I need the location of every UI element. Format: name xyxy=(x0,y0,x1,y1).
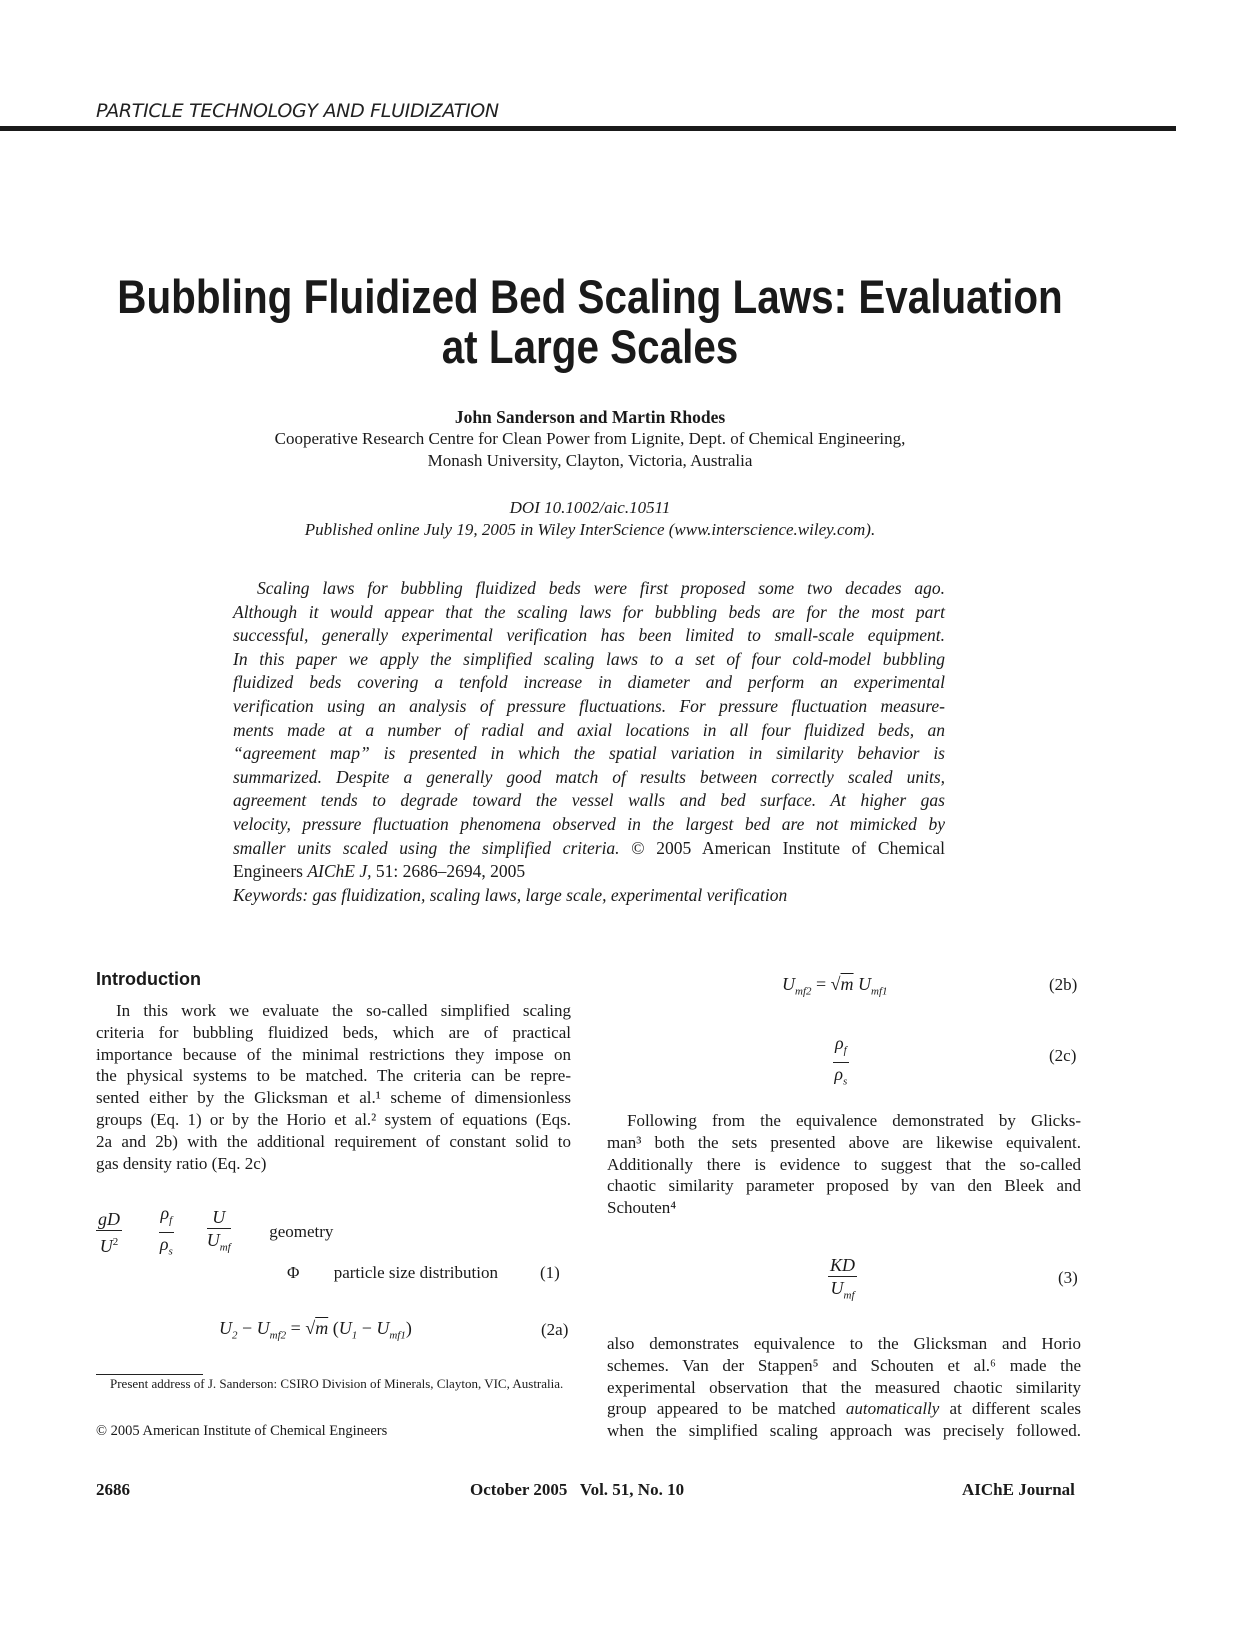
equation-2b: $U_{mf2} = √m$ $U_{mf1}$ xyxy=(782,974,888,998)
affiliation-line: Cooperative Research Centre for Clean Power from Lignite, Dept. of Chemical Engineering, xyxy=(274,429,906,448)
text-line: ments made at a number of radial and axial locations in all four fluidized beds, an xyxy=(233,719,945,740)
text-line: gas density ratio (Eq. 2c) xyxy=(96,1153,267,1173)
intro-paragraph-2 xyxy=(607,1110,1081,1219)
text-line: In this work we evaluate the so-called simplified scaling xyxy=(116,1001,571,1020)
abstract-last-text: smaller units scaled using the simplified criteria. xyxy=(233,837,620,858)
geometry-label: geometry xyxy=(269,1222,334,1242)
text-segment: group appeared to be matched xyxy=(607,1399,846,1419)
text-segment: automatically xyxy=(845,1399,940,1419)
equation-2a: $U_2 - U_{mf2} = √m$ $(U_1 - U_{mf1})$ xyxy=(219,1318,412,1342)
text-line: when the simplified scaling approach was precisely followed. xyxy=(607,1421,1081,1441)
affiliation xyxy=(0,428,1180,472)
text-line: importance because of the minimal restrictions they impose on xyxy=(96,1044,571,1064)
intro-paragraph-1 xyxy=(96,1000,571,1174)
text-line: 2a and 2b) with the additional requirement of constant solid to xyxy=(96,1131,571,1151)
text-line: Although it would appear that the scaling laws for bubbling beds are for the most part xyxy=(233,601,945,622)
title-line: Bubbling Fluidized Bed Scaling Laws: Evaluation xyxy=(117,270,1063,323)
page-number: 2686 xyxy=(96,1480,130,1499)
text-line: the physical systems to be matched. The criteria can be repre- xyxy=(96,1066,571,1086)
text-line: Additionally there is evidence to suggest that the so-called xyxy=(607,1154,1081,1174)
intro-paragraph-3 xyxy=(607,1333,1081,1442)
equation-1-groups xyxy=(96,1202,333,1262)
citation-text: Engineers xyxy=(233,861,308,882)
text-line: chaotic similarity parameter proposed by van den Bleek and xyxy=(607,1176,1081,1196)
equation-1-number: (1) xyxy=(540,1263,560,1282)
text-line: In this paper we apply the simplified scaling laws to a set of four cold-model bubbling xyxy=(233,648,945,669)
fraction-gD-U2: $\frac{gD}{U^2}$ xyxy=(98,1208,120,1256)
published-online: Published online July 19, 2005 in Wiley InterScience (www.interscience.wiley.com). xyxy=(304,520,876,539)
equation-3: $\frac{KD}{U_{mf}}$ xyxy=(830,1255,856,1302)
text-line xyxy=(607,1398,1081,1420)
equation-2b-number: (2b) xyxy=(1049,975,1078,994)
footnote: Present address of J. Sanderson: CSIRO Division of Minerals, Clayton, VIC, Australia. xyxy=(110,1376,564,1391)
phi-symbol: Φ xyxy=(287,1263,300,1282)
text-line: verification using an analysis of pressure fluctuations. For pressure fluctuation measure- xyxy=(233,695,945,716)
title-line: at Large Scales xyxy=(441,320,739,373)
header-rule xyxy=(0,126,1176,131)
text-line: Following from the equivalence demonstrated by Glicks- xyxy=(627,1111,1081,1130)
footnote-rule xyxy=(96,1374,203,1375)
citation-journal: AIChE J, xyxy=(307,861,372,882)
issue-info: October 2005 Vol. 51, No. 10 xyxy=(470,1480,685,1499)
keywords: Keywords: gas fluidization, scaling laws, large scale, experimental verification xyxy=(233,884,788,905)
text-line: Schouten⁴ xyxy=(607,1198,677,1218)
fraction-U-Umf: $\frac{U}{U_{mf}}$ xyxy=(206,1206,231,1254)
text-line: man³ both the sets presented above are likewise equivalent. xyxy=(607,1132,1081,1152)
abstract-copyright: © 2005 American Institute of Chemical xyxy=(631,837,945,858)
psd-label: particle size distribution xyxy=(333,1263,498,1282)
text-line: Scaling laws for bubbling fluidized beds were first proposed some two decades ago. xyxy=(257,578,945,598)
introduction-heading: Introduction xyxy=(96,969,201,989)
text-line: experimental observation that the measured chaotic similarity xyxy=(607,1377,1081,1397)
paper-title xyxy=(0,272,1180,372)
text-line: velocity, pressure fluctuation phenomena observed in the largest bed are not mimicked by xyxy=(233,813,945,834)
text-line: groups (Eq. 1) or by the Horio et al.² system of equations (Eqs. xyxy=(96,1109,571,1129)
text-line: agreement tends to degrade toward the vessel walls and bed surface. At higher gas xyxy=(233,790,945,811)
abstract xyxy=(233,577,945,907)
text-line: “agreement map” is presented in which the spatial variation in similarity behavior is xyxy=(233,743,945,764)
journal-name: AIChE Journal xyxy=(962,1480,1075,1499)
text-line: also demonstrates equivalence to the Glicksman and Horio xyxy=(607,1334,1081,1353)
text-line: summarized. Despite a generally good match of results between correctly scaled units, xyxy=(233,766,945,787)
equation-2a-number: (2a) xyxy=(541,1320,569,1339)
equation-2c: $\frac{\rho_f}{\rho_s}$ xyxy=(834,1033,848,1088)
text-line: successful, generally experimental verification has been limited to small-scale equipment. xyxy=(233,625,945,646)
equation-2c-number: (2c) xyxy=(1049,1046,1077,1065)
abstract-citation xyxy=(233,860,945,884)
text-segment: at different scales xyxy=(939,1399,1081,1419)
abstract-copyright-line xyxy=(233,837,945,861)
section-header: PARTICLE TECHNOLOGY AND FLUIDIZATION xyxy=(96,100,499,122)
text-line: sented either by the Glicksman et al.¹ scheme of dimensionless xyxy=(96,1088,571,1108)
citation-details: 51: 2686–2694, 2005 xyxy=(371,861,526,882)
equation-1-psd xyxy=(287,1263,498,1283)
text-line: schemes. Van der Stappen⁵ and Schouten et al.⁶ made the xyxy=(607,1355,1081,1375)
doi: DOI 10.1002/aic.10511 xyxy=(509,498,671,517)
equation-3-number: (3) xyxy=(1058,1268,1078,1287)
text-line: fluidized beds covering a tenfold increase in diameter and perform an experimental xyxy=(233,672,945,693)
authors: John Sanderson and Martin Rhodes xyxy=(454,407,726,427)
affiliation-line: Monash University, Clayton, Victoria, Australia xyxy=(427,451,753,470)
copyright: © 2005 American Institute of Chemical Engineers xyxy=(96,1423,388,1439)
fraction-rhof-rhos: $\frac{\rho_f}{\rho_s}$ xyxy=(159,1203,173,1258)
text-line: criteria for bubbling fluidized beds, which are of practical xyxy=(96,1022,571,1042)
